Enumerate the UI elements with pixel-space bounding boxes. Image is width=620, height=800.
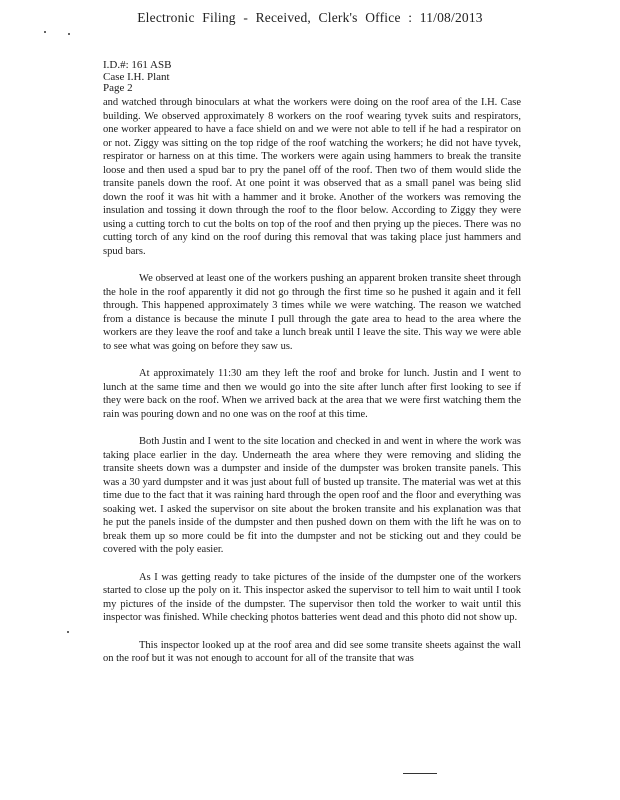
footer-rule [403,773,437,774]
scan-speck [67,631,69,633]
scan-speck [44,31,46,33]
document-body [103,96,521,666]
paragraph: At approximately 11:30 am they left the roof and broke for lunch. Justin and I went to lunch at the same time and then we would go into the site after lunch after first looking to see if they were back on the roof. When we arrived back at the area that we were first watching them the rain was pouring down and no one was on the roof at this time. [103,368,521,420]
electronic-filing-stamp: Electronic Filing - Received, Clerk's Office : 11/08/2013 [137,10,483,25]
paragraph: As I was getting ready to take pictures of the inside of the dumpster one of the workers started to close up the poly on it. This inspector asked the supervisor to tell him to wait until I took my pictures of the inside of the dumpster. The supervisor then told the worker to wait until this inspector was finished. While checking photos batteries went dead and this photo did not show up. [103,571,521,623]
document-meta [103,60,171,95]
page-number: Page 2 [103,82,133,94]
scan-speck [68,33,70,35]
paragraph: We observed at least one of the workers pushing an apparent broken transite sheet through the hole in the roof apparently it did not go through the first time so he pushed it again and it fell through. This happened approximately 3 times while we were watching. The reason we watched from a distance is because the minute I pull through the gate area to head to the area where the workers are they leave the roof and take a lunch break until I leave the site. This way we were able to see what was going on before they saw us. [103,273,521,352]
paragraph: This inspector looked up at the roof area and did see some transite sheets against the wall on the roof but it was not enough to account for all of the transite that was [103,639,521,664]
paragraph: and watched through binoculars at what the workers were doing on the roof area of the I.H. Case building. We observed approximately 8 workers on the roof wearing tyvek suits and respirators, one worker appeared to have a face shield on and we were not able to tell if he had a respirator on or not. Ziggy was sitting on the top ridge of the roof watching the workers; he did not have tyvek, respirator or harness on at this time. The workers were again using hammers to break the transite loose and then used a spud bar to pry the panel off of the roof. Then two of them would slide the transite panels down the roof. At one point it was observed that as a small panel was being slid down the roof it was hit with a hammer and it broke. Another of the workers was removing the insulation and tossing it down through the roof to the floor below. According to Ziggy they were using a cutting torch to cut the bolts on top of the roof and then prying up the pieces. There was no cutting torch of any kind on the roof during this removal that was taking place just hammers and spud bars. [103,97,521,257]
paragraph: Both Justin and I went to the site location and checked in and went in where the work was taking place earlier in the day. Underneath the area where they were removing and sliding the transite sheets down was a dumpster and inside of the dumpster was broken transite panels. This was a 30 yard dumpster and it was just about full of busted up transite. The material was wet at this time due to the fact that it was raining hard through the open roof and the floor and everything was soaking wet. I asked the supervisor on site about the broken transite and his explanation was that he put the panels inside of the dumpster and then pushed down on them with the lift he was on to break them up so more could be fit into the dumpster and not be sticking out and they could be covered with the poly easier. [103,436,521,555]
id-number: I.D.#: 161 ASB [103,59,172,71]
case-name: Case I.H. Plant [103,70,170,83]
